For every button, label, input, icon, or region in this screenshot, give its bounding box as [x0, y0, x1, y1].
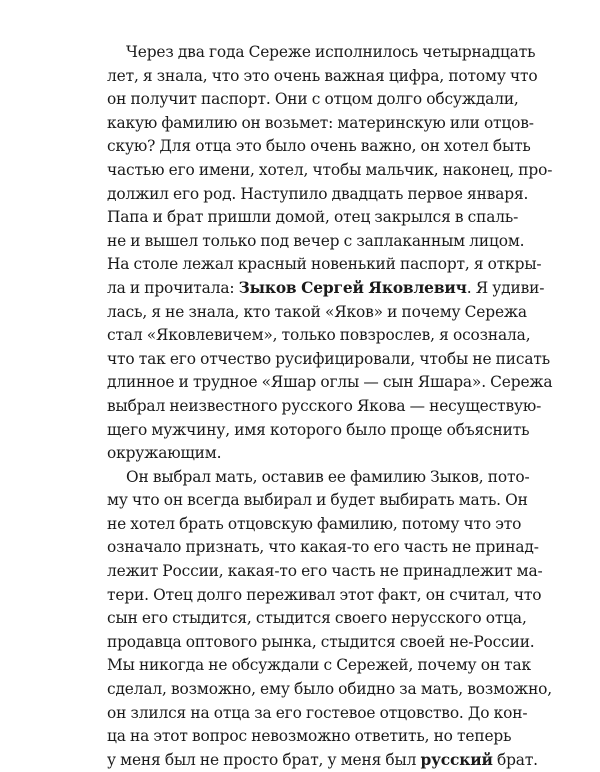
text-line: скую? Для отца это было очень важно, он хотел быть	[107, 137, 531, 156]
passport-name-bold: Зыков Сергей Яковлевич	[238, 278, 467, 297]
text-line: означало признать, что какая-то его часть не принад-	[107, 538, 539, 557]
text-line	[107, 749, 538, 772]
text-line: сын его стыдится, стыдится своего нерусского отца,	[107, 609, 527, 628]
text-line: ца на этот вопрос невозможно ответить, но теперь	[107, 727, 512, 746]
text-line: что так его отчество русифицировали, чтобы не писать	[107, 349, 550, 368]
text-line	[107, 277, 545, 301]
text-line: На столе лежал красный новенький паспорт, я откры-	[107, 255, 542, 274]
text-line: частью его имени, хотел, чтобы мальчик, наконец, про-	[107, 160, 553, 179]
text-line: щего мужчину, имя которого было проще объяснить	[107, 420, 530, 439]
text-line: какую фамилию он возьмет: материнскую или отцов-	[107, 113, 534, 132]
text-run: у меня был не просто брат, у меня был	[107, 750, 421, 769]
text-run: брат.	[492, 750, 538, 769]
russian-word-bold: русский	[420, 750, 493, 769]
text-line: окружающим.	[107, 444, 222, 463]
text-line: Мы никогда не обсуждали с Сережей, почему он так	[107, 656, 532, 675]
text-line: стал «Яковлевичем», только повзрослев, я осознала,	[107, 326, 531, 345]
text-run: ла и прочитала:	[107, 278, 239, 297]
text-line: тери. Отец долго переживал этот факт, он считал, что	[107, 585, 542, 604]
paragraph-2	[107, 466, 553, 772]
text-line: лежит России, какая-то его часть не принадлежит ма-	[107, 562, 543, 581]
text-line: длинное и трудное «Яшар оглы — сын Яшара». Сережа	[107, 373, 553, 392]
document-page	[107, 41, 553, 772]
text-line: он получит паспорт. Они с отцом долго обсуждали,	[107, 90, 519, 109]
text-line: продавца оптового рынка, стыдится своей не-России.	[107, 632, 535, 651]
text-line: лет, я знала, что это очень важная цифра, потому что	[107, 66, 538, 85]
text-line: выбрал неизвестного русского Якова — несуществую-	[107, 396, 542, 415]
text-line: Через два года Сереже исполнилось четырнадцать	[126, 43, 536, 61]
text-line: Он выбрал мать, оставив ее фамилию Зыков, пото-	[126, 467, 530, 486]
text-line: му что он всегда выбирал и будет выбирать мать. Он	[107, 491, 528, 510]
text-run: . Я удиви-	[466, 278, 545, 297]
paragraph-1	[107, 41, 553, 466]
text-line: должил его род. Наступило двадцать первое января.	[107, 184, 529, 203]
text-line: не и вышел только под вечер с заплаканным лицом.	[107, 231, 525, 250]
text-line: он злился на отца за его гостевое отцовство. До кон-	[107, 703, 528, 722]
text-line: не хотел брать отцовскую фамилию, потому что это	[107, 514, 522, 533]
text-line: Папа и брат пришли домой, отец закрылся в спаль-	[107, 208, 519, 227]
text-line: сделал, возможно, ему было обидно за мать, возможно,	[107, 680, 553, 699]
text-line: лась, я не знала, кто такой «Яков» и почему Сережа	[107, 302, 527, 321]
